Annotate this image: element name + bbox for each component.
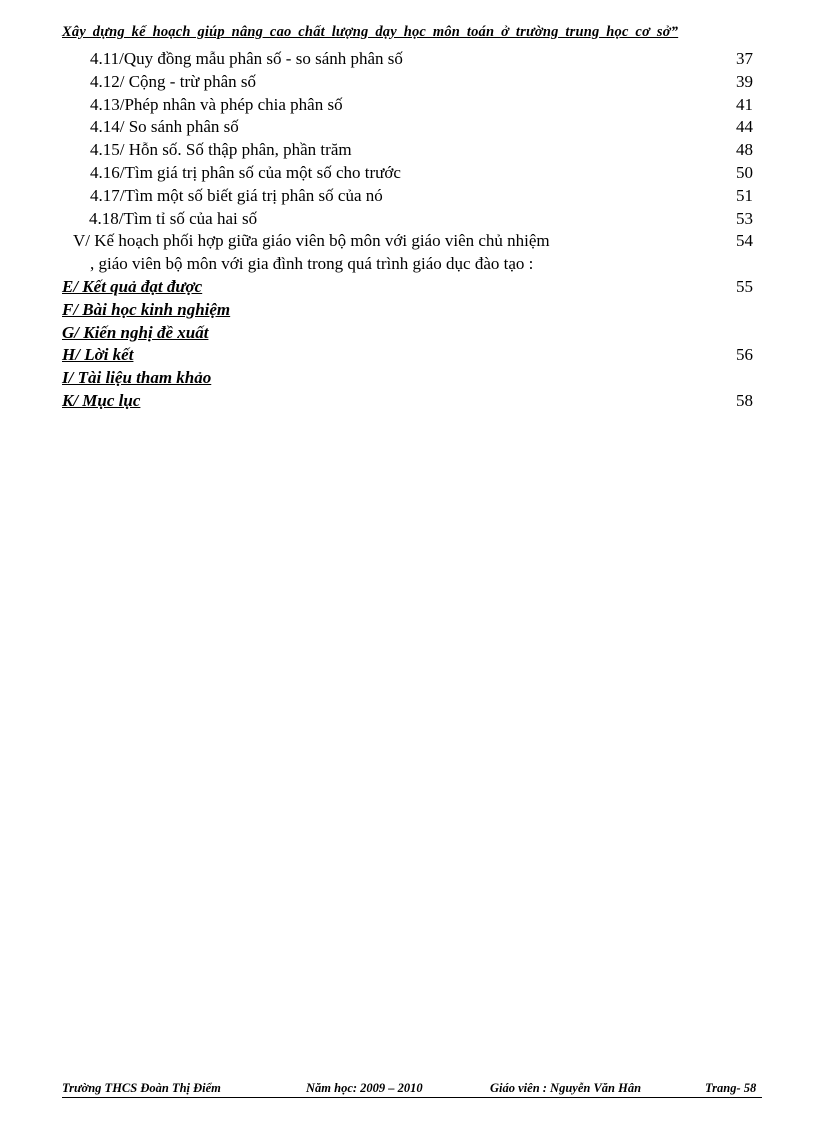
toc-entry-label: G/ Kiến nghị đề xuất bbox=[62, 322, 209, 342]
toc-entry-page: 44 bbox=[736, 117, 753, 137]
toc-entry bbox=[0, 116, 816, 139]
toc-entry-label: 4.14/ So sánh phân số bbox=[90, 117, 239, 137]
toc-entry-label: 4.17/Tìm một số biết giá trị phân số của nó bbox=[90, 185, 383, 205]
footer-teacher: Giáo viên : Nguyễn Văn Hân bbox=[490, 1081, 642, 1095]
footer-school-year: Năm học: 2009 – 2010 bbox=[306, 1081, 423, 1095]
toc-entry-label: 4.16/Tìm giá trị phân số của một số cho trước bbox=[90, 162, 401, 182]
toc-entry-page: 55 bbox=[736, 276, 753, 296]
toc-section-heading bbox=[0, 367, 816, 390]
toc-entry-page: 50 bbox=[736, 162, 753, 182]
toc-entry bbox=[0, 94, 816, 117]
toc-entry-page: 54 bbox=[736, 231, 753, 251]
toc-entry bbox=[0, 71, 816, 94]
toc-entry-label: 4.18/Tìm tỉ số của hai số bbox=[89, 208, 258, 228]
toc-entry-page: 48 bbox=[736, 140, 753, 160]
toc-entry-label: 4.15/ Hỗn số. Số thập phân, phần trăm bbox=[90, 140, 352, 160]
toc-entry-page: 39 bbox=[736, 71, 753, 91]
toc-entry-label: H/ Lời kết bbox=[62, 345, 134, 365]
page-header: Xây dựng kế hoạch giúp nâng cao chất lượng dạy học môn toán ở trường trung học cơ sở” bbox=[62, 24, 679, 40]
footer-divider bbox=[62, 1097, 762, 1098]
toc-entry-label: V/ Kế hoạch phối hợp giữa giáo viên bộ môn với giáo viên chủ nhiệm bbox=[73, 231, 550, 251]
toc-entry bbox=[0, 230, 816, 253]
toc-entry-label: E/ Kết quả đạt được bbox=[62, 276, 203, 296]
toc-section-heading bbox=[0, 299, 816, 322]
toc-entry bbox=[0, 162, 816, 185]
toc-entry-page: 37 bbox=[736, 49, 753, 68]
toc-entry-label: 4.13/Phép nhân và phép chia phân số bbox=[90, 94, 343, 114]
toc-entry bbox=[0, 253, 816, 276]
toc-entry-label: I/ Tài liệu tham khảo bbox=[62, 368, 212, 388]
toc-entry bbox=[0, 48, 816, 71]
toc-entry-page: 58 bbox=[736, 390, 753, 410]
toc-entry-label: , giáo viên bộ môn với gia đình trong quá trình giáo dục đào tạo : bbox=[90, 254, 534, 274]
toc-section-heading bbox=[0, 322, 816, 345]
toc-entry bbox=[0, 139, 816, 162]
toc-entry bbox=[0, 185, 816, 208]
toc-section-heading bbox=[0, 390, 816, 413]
toc-entry-label: 4.12/ Cộng - trừ phân số bbox=[90, 71, 256, 91]
toc-entry-page: 53 bbox=[736, 208, 753, 228]
table-of-contents bbox=[0, 48, 816, 413]
footer-school: Trường THCS Đoàn Thị Điểm bbox=[62, 1081, 221, 1095]
toc-entry bbox=[0, 208, 816, 231]
toc-entry-page: 56 bbox=[736, 345, 753, 365]
toc-section-heading bbox=[0, 344, 816, 367]
toc-entry-label: F/ Bài học kinh nghiệm bbox=[62, 299, 231, 319]
toc-entry-label: K/ Mục lục bbox=[62, 390, 141, 410]
toc-entry-label: 4.11/Quy đồng mẫu phân số - so sánh phân số bbox=[90, 49, 403, 68]
toc-section-heading bbox=[0, 276, 816, 299]
footer-page-number: Trang- 58 bbox=[705, 1081, 757, 1095]
toc-entry-page: 41 bbox=[736, 94, 753, 114]
toc-entry-page: 51 bbox=[736, 185, 753, 205]
